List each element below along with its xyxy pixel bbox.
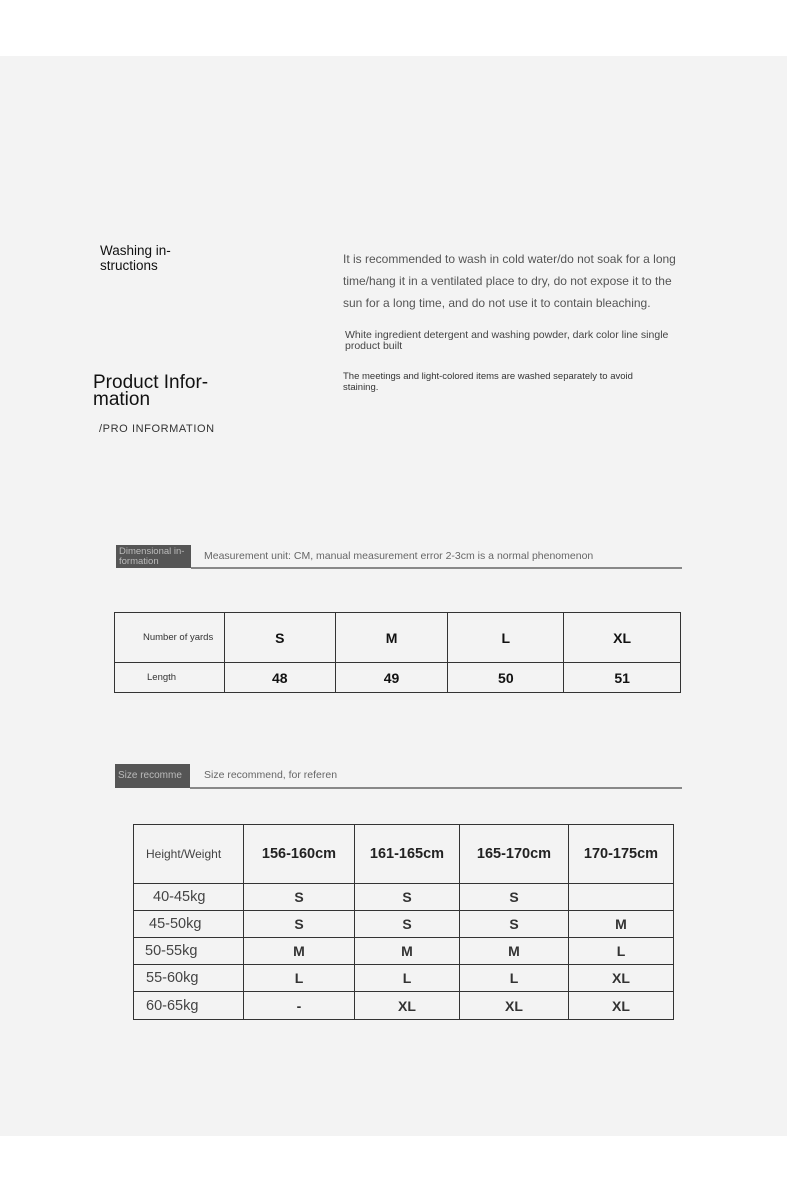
dimension-divider (191, 567, 682, 569)
table-cell: L (460, 965, 569, 992)
washing-text-3: The meetings and light-colored items are washed separately to avoid staining. (343, 371, 633, 393)
table-row (134, 965, 674, 992)
table-cell: 51 (564, 663, 681, 693)
table-cell: Number of yards (115, 613, 225, 663)
table-row (134, 884, 674, 911)
table-cell: 165-170cm (460, 825, 569, 884)
table-cell: S (460, 911, 569, 938)
table-cell: 170-175cm (569, 825, 674, 884)
table-cell: S (244, 911, 355, 938)
table-cell: M (355, 938, 460, 965)
table-cell: S (244, 884, 355, 911)
table-cell: L (569, 938, 674, 965)
table-cell: Length (115, 663, 225, 693)
table-cell: M (244, 938, 355, 965)
table-row (134, 825, 674, 884)
table-cell: S (224, 613, 335, 663)
table-cell: XL (564, 613, 681, 663)
table-cell: Height/Weight (134, 825, 244, 884)
table-cell: M (569, 911, 674, 938)
table-cell: 161-165cm (355, 825, 460, 884)
table-cell: M (335, 613, 448, 663)
dimension-tag: Dimensional in-formation (116, 545, 191, 568)
table-cell: S (355, 884, 460, 911)
table-row (134, 911, 674, 938)
size-recommend-table (133, 824, 674, 1020)
size-recommend-tag: Size recomme (115, 764, 190, 788)
table-cell: 45-50kg (134, 911, 244, 938)
table-cell: 60-65kg (134, 992, 244, 1020)
washing-title: Washing in-structions (100, 243, 171, 273)
table-cell: 50-55kg (134, 938, 244, 965)
washing-text-2: White ingredient detergent and washing powder, dark color line single product built (345, 329, 669, 352)
product-title: Product Infor-mation (93, 372, 209, 410)
table-cell (569, 884, 674, 911)
table-cell: 49 (335, 663, 448, 693)
table-row (115, 613, 681, 663)
product-subtitle: /PRO INFORMATION (99, 423, 215, 435)
table-cell: 55-60kg (134, 965, 244, 992)
size-recommend-divider (190, 787, 682, 789)
table-cell: XL (569, 992, 674, 1020)
table-cell: 156-160cm (244, 825, 355, 884)
dimension-note: Measurement unit: CM, manual measurement error 2-3cm is a normal phenomenon (204, 550, 594, 562)
table-row (134, 992, 674, 1020)
washing-text-1: It is recommended to wash in cold water/do not soak for a long time/hang it in a ventilated place to dry, do not expose it to the sun for a long time, and do not use it to contain bleaching. (343, 252, 676, 310)
table-cell: 50 (448, 663, 564, 693)
table-cell: M (460, 938, 569, 965)
table-cell: XL (355, 992, 460, 1020)
table-cell: L (244, 965, 355, 992)
table-cell: - (244, 992, 355, 1020)
size-recommend-note: Size recommend, for referen (204, 769, 338, 781)
table-cell: S (460, 884, 569, 911)
table-cell: XL (460, 992, 569, 1020)
dimension-table (114, 612, 681, 693)
table-cell: 48 (224, 663, 335, 693)
table-cell: 40-45kg (134, 884, 244, 911)
table-cell: L (448, 613, 564, 663)
table-row (134, 938, 674, 965)
table-cell: S (355, 911, 460, 938)
table-row (115, 663, 681, 693)
table-cell: XL (569, 965, 674, 992)
table-cell: L (355, 965, 460, 992)
